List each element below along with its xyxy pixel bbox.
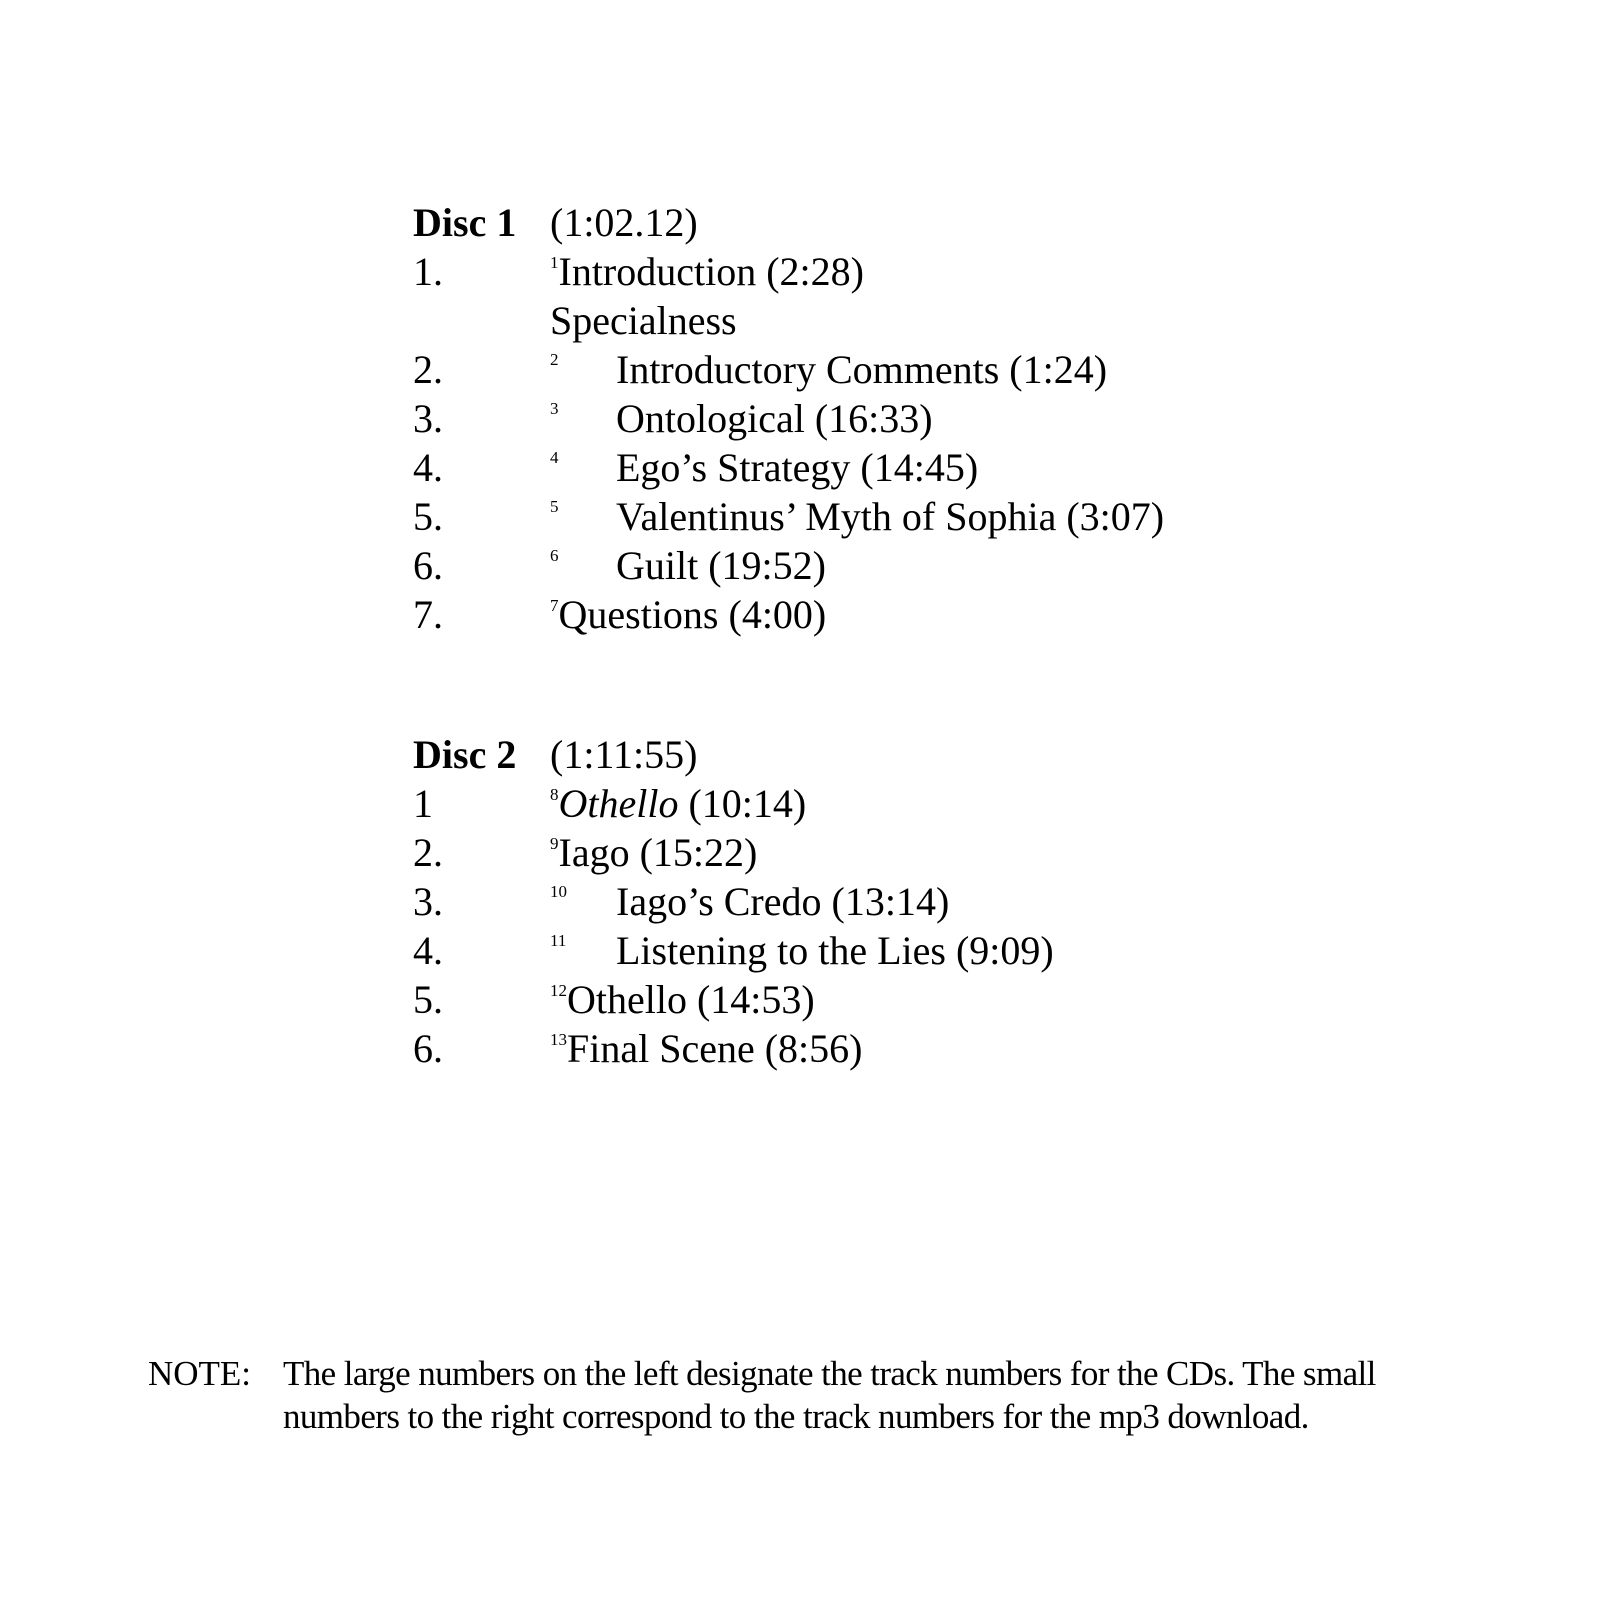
mp3-track-number: 10 [550,882,567,901]
cd-track-number: 5. [413,494,443,539]
mp3-track-number: 3 [550,399,559,418]
track-row [413,394,1313,443]
mp3-track-number: 2 [550,350,559,369]
track-title: Iago’s Credo (13:14) [616,879,950,924]
mp3-track-number: 11 [550,931,567,950]
track-title-wrap [550,247,864,296]
track-title: Ego’s Strategy (14:45) [616,445,979,490]
mp3-track-number: 4 [550,448,559,467]
disc-2-tracklist [413,730,1313,1073]
track-title-wrap [550,779,806,828]
disc-label: Disc 1 [413,200,517,245]
mp3-track-number: 8 [550,785,559,804]
track-row [413,975,1313,1024]
track-title: Introductory Comments (1:24) [616,347,1108,392]
track-row [413,443,1313,492]
section-heading-row [413,296,1313,345]
note-label: NOTE: [148,1354,252,1393]
track-row [413,926,1313,975]
disc-duration: (1:02.12) [550,200,698,245]
track-title-duration: (10:14) [678,781,807,826]
cd-track-number: 1. [413,249,443,294]
mp3-track-number: 13 [550,1030,567,1049]
disc-header [413,730,1313,779]
mp3-track-number: 6 [550,546,559,565]
cd-track-number: 5. [413,977,443,1022]
cd-track-number: 2. [413,347,443,392]
cd-track-number: 7. [413,592,443,637]
track-row [413,247,1313,296]
disc-label: Disc 2 [413,732,517,777]
track-row [413,345,1313,394]
track-title: Introduction (2:28) [558,249,864,294]
disc-header [413,198,1313,247]
track-title: Iago (15:22) [558,830,758,875]
track-title-wrap [550,1024,863,1073]
track-title-wrap [550,975,815,1024]
cd-track-number: 3. [413,879,443,924]
section-heading: Specialness [550,298,737,343]
cd-track-number: 4. [413,928,443,973]
disc-1-tracklist [413,198,1313,639]
cd-track-number: 2. [413,830,443,875]
track-row [413,492,1313,541]
cd-track-number: 6. [413,543,443,588]
track-title: Final Scene (8:56) [567,1026,863,1071]
track-row [413,590,1313,639]
mp3-track-number: 5 [550,497,559,516]
cd-track-number: 3. [413,396,443,441]
cd-track-number: 1 [413,781,433,826]
track-title: Listening to the Lies (9:09) [616,928,1054,973]
track-row [413,1024,1313,1073]
mp3-track-number: 9 [550,834,559,853]
track-row [413,877,1313,926]
track-title-italic: Othello [558,781,679,826]
track-title: Valentinus’ Myth of Sophia (3:07) [616,494,1165,539]
track-row [413,541,1313,590]
track-title: Guilt (19:52) [616,543,826,588]
mp3-track-number: 1 [550,253,559,272]
note-text: The large numbers on the left designate the track numbers for the CDs. The small numbers to the right correspond to the track numbers for the mp3 download. [283,1354,1376,1436]
track-title-wrap [550,828,757,877]
mp3-track-number: 12 [550,981,567,1000]
track-title: Othello (14:53) [567,977,815,1022]
track-row [413,828,1313,877]
track-title: Ontological (16:33) [616,396,933,441]
disc-duration: (1:11:55) [550,732,698,777]
track-row [413,779,1313,828]
track-title: Questions (4:00) [558,592,827,637]
mp3-track-number: 7 [550,596,559,615]
cd-track-number: 4. [413,445,443,490]
track-title-wrap [550,590,826,639]
cd-track-number: 6. [413,1026,443,1071]
